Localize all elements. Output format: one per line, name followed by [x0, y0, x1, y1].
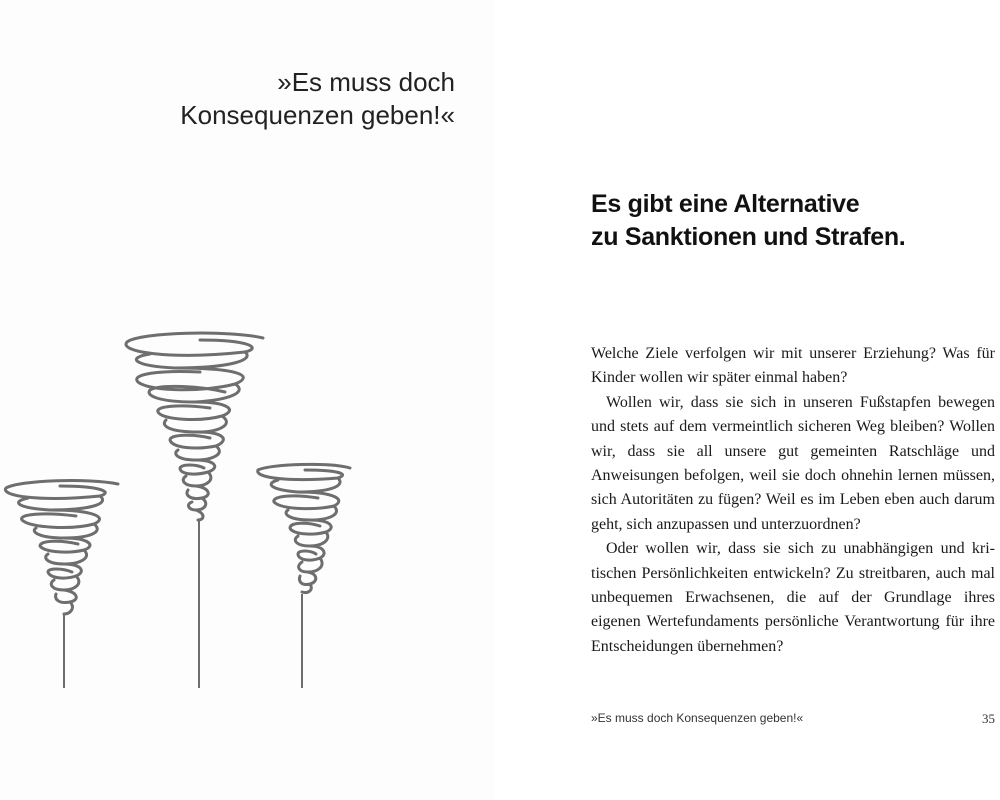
paragraph-2: Wollen wir, dass sie sich in unseren Fußstapfen bewegen und stets auf dem vermeintlich sicheren Weg bleiben? Wollen wir, dass sie all unsere gut gemeinten Ratschläge und Anweisungen befolgen, weil sie doch ohnehin lernen müssen, sich Autoritäten zu fügen? Weil es im Leben eben auch darum geht, sich anzupassen und unterzuordnen?	[591, 393, 995, 533]
paragraph-1: Welche Ziele verfolgen wir mit unserer Erziehung? Was für Kinder wollen wir später einmal haben?	[591, 345, 995, 387]
headline-line-2: zu Sanktionen und Strafen.	[591, 223, 906, 251]
chapter-title	[95, 66, 455, 132]
right-page	[495, 0, 1000, 800]
headline-line-1: Es gibt eine Alternative	[591, 190, 860, 218]
chapter-title-line-2: Konsequenzen geben!«	[180, 100, 455, 130]
left-page	[0, 0, 495, 800]
running-head: »Es muss doch Konsequenzen geben!«	[591, 711, 804, 725]
page-footer	[591, 711, 995, 731]
tornado-spirals-icon	[0, 320, 495, 700]
section-headline	[591, 188, 991, 254]
body-text	[591, 342, 995, 659]
spiral-large	[126, 333, 263, 688]
chapter-title-line-1: »Es muss doch	[277, 67, 455, 97]
page-number: 35	[982, 711, 995, 726]
spiral-right	[258, 464, 350, 688]
paragraph-3: Oder wollen wir, dass sie sich zu unabhängigen und kritischen Persönlichkeiten entwickeln? Zu streitbaren, auch mal unbequemen Erwachsenen, die auf der Grundlage ihres eigenen Wertefundaments persönliche Verantwortung für ihre Entscheidungen übernehmen?	[591, 540, 995, 655]
spiral-left	[5, 481, 118, 688]
